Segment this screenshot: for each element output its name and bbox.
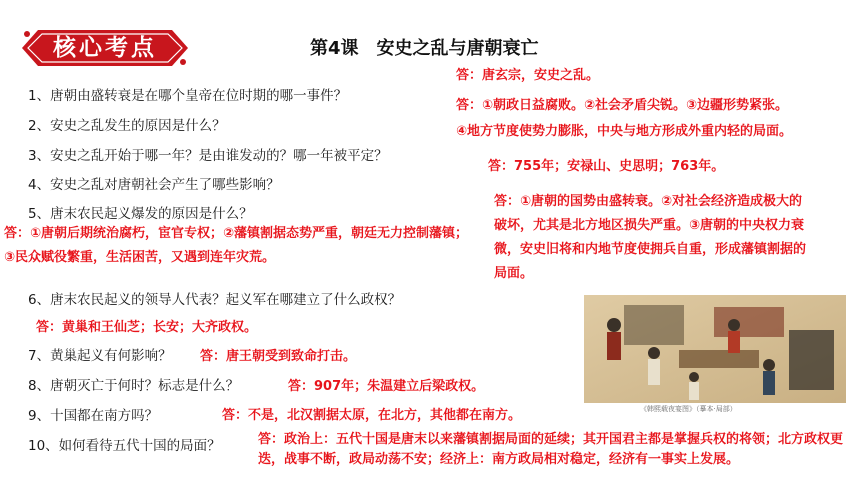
question-10: 10、如何看待五代十国的局面？ [28, 438, 221, 454]
question-1: 1、唐朝由盛转衰是在哪个皇帝在位时期的哪一事件？ [28, 88, 348, 104]
painting-caption: 《韩熙载夜宴图》（摹本·局部） [640, 405, 737, 413]
badge-label: 核心考点 [53, 35, 157, 61]
answer-1: 答：唐玄宗，安史之乱。 [456, 68, 600, 83]
question-3: 3、安史之乱开始于哪一年？是由谁发动的？哪一年被平定？ [28, 148, 388, 164]
question-9: 9、十国都在南方吗？ [28, 408, 159, 424]
answer-2-line-1: 答：①朝政日益腐败。②社会矛盾尖锐。③边疆形势紧张。 [456, 98, 789, 113]
question-6: 6、唐末农民起义的领导人代表？起义军在哪建立了什么政权？ [28, 292, 402, 308]
question-7: 7、黄巢起义有何影响？ [28, 348, 172, 364]
answer-6: 答：黄巢和王仙芝；长安；大齐政权。 [36, 320, 258, 335]
answer-9: 答：不是，北汉割据太原，在北方，其他都在南方。 [222, 408, 522, 423]
answer-3: 答：755年；安禄山、史思明；763年。 [488, 159, 725, 174]
answer-10: 答：政治上：五代十国是唐末以来藩镇割据局面的延续；其开国君主都是掌握兵权的将领；北方政权更迭，战事不断，政局动荡不安；经济上：南方政局相对稳定，经济有一事实上发展。 [258, 432, 844, 467]
answer-4: 答：①唐朝的国势由盛转衰。②对社会经济造成极大的破坏，尤其是北方地区损失严重。③唐朝的中央权力衰微，安史旧将和内地节度使拥兵自重，形成藩镇割据的局面。 [494, 194, 807, 281]
question-8: 8、唐朝灭亡于何时？标志是什么？ [28, 378, 240, 394]
answer-7: 答：唐王朝受到致命打击。 [200, 349, 357, 364]
answer-2-line-2: ④地方节度使势力膨胀，中央与地方形成外重内轻的局面。 [456, 124, 793, 139]
question-4: 4、安史之乱对唐朝社会产生了哪些影响？ [28, 177, 280, 193]
question-2: 2、安史之乱发生的原因是什么？ [28, 118, 226, 134]
lesson-title: 第4课 安史之乱与唐朝衰亡 [310, 38, 539, 59]
answer-5: 答：①唐朝后期统治腐朽，宦官专权；②藩镇割据态势严重，朝廷无力控制藩镇；③民众赋役繁重，生活困苦，又遇到连年灾荒。 [4, 226, 469, 265]
banquet-painting-image [584, 295, 846, 403]
question-5: 5、唐末农民起义爆发的原因是什么？ [28, 206, 253, 222]
answer-8: 答：907年；朱温建立后梁政权。 [288, 379, 485, 394]
core-points-badge [20, 28, 190, 68]
